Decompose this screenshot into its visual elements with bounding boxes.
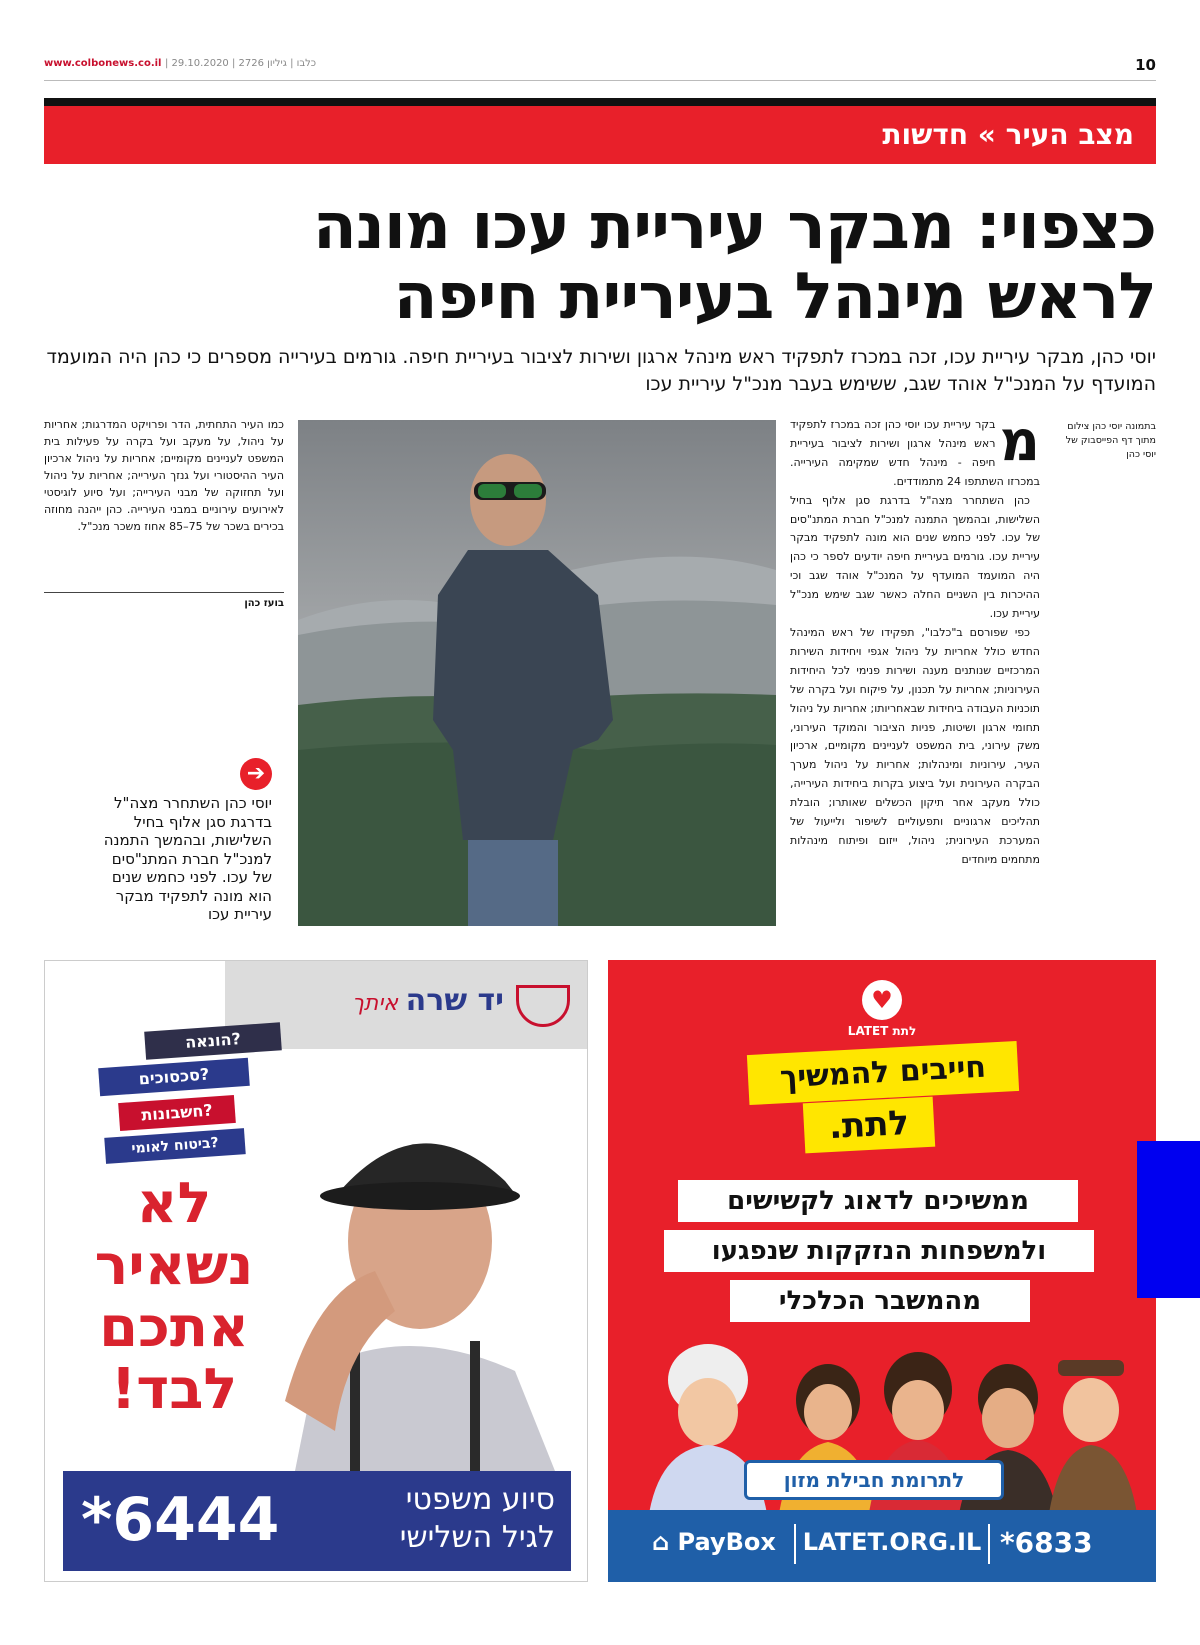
- ad-service-bar: [63, 1471, 571, 1571]
- article-paragraph-2: כהן השתחרר מצה"ל בדרגת סגן אלוף בחיל השלישות, ובהמשך התמנה למנכ"ל חברת המתנ"סים של עכו. לפני כחמש שנים הוא מונה לתפקיד מבקר עיריית עכו. גורמים בעיריית חיפה יודעים לספר כי כהן היה המועמד המועדף על המנכ"ל אוהד שגב וכי ההיכרות בין השניים החלה כאשר שגב שימש מנכ"ל עיריית עכו.: [790, 493, 1040, 621]
- byline-divider: [44, 592, 284, 593]
- ad-phone-number[interactable]: *6444: [81, 1485, 280, 1555]
- article-subhead: יוסי כהן, מבקר עיריית עכו, זכה במכרז לתפקיד ראש מינהל ארגון ושירות לציבור בעיריית חיפה. גורמים בעירייה מספרים כי כהן היה המועמד המועדף על המנכ"ל אוהד שגב, ששימש בעבר מנכ"ל עיריית עכו: [46, 346, 1156, 395]
- latet-logo-text: LATET לתת: [847, 1024, 917, 1038]
- article-paragraph-1: בקר עיריית עכו יוסי כהן זכה במכרז לתפקיד ראש מינהל ארגון ושירות לציבור בעיריית חיפה - מינהל חדש שמקימה העירייה. במכרזו השתתפו 24 מתמודדים.: [790, 418, 1040, 488]
- side-caption: יוסי כהן השתחרר מצה"ל בדרגת סגן אלוף בחיל השלישות, ובהמשך התמנה למנכ"ל חברת המתנ"סים של עכו. לפני כחמש שנים הוא מונה לתפקיד מבקר עיריית עכו: [103, 794, 272, 923]
- latet-website[interactable]: LATET.ORG.IL: [802, 1528, 982, 1556]
- tag-bills: חשבונות?: [118, 1095, 236, 1131]
- ad-slogan-2: לתת.: [803, 1097, 935, 1154]
- tag-fraud: הונאה?: [144, 1022, 282, 1059]
- issue-info: | כלבו | גיליון 2726 | 29.10.2020: [164, 58, 317, 69]
- photo-credit-caption: בתמונה יוסי כהן צילום מתוך דף הפייסבוק של יוסי כהן: [1065, 421, 1156, 460]
- message-line-2: ולמשפחות הנזקקות שנפגעו: [664, 1230, 1094, 1272]
- slogan-line-2: נשאיר: [94, 1233, 254, 1298]
- site-url[interactable]: www.colbonews.co.il: [44, 58, 162, 69]
- header-divider: [44, 80, 1156, 81]
- brand-name: יד שרה: [405, 983, 504, 1018]
- headline-line-1: כצפוי: מבקר עיריית עכו מונה: [312, 190, 1156, 264]
- author-byline: בועז כהן: [244, 598, 284, 609]
- service-line-1: סיוע משפטי: [405, 1482, 555, 1517]
- ad-contact-bar: [608, 1510, 1156, 1582]
- bar-divider-2: [988, 1524, 990, 1564]
- article-photo: [298, 420, 776, 926]
- article-paragraph-3: כפי שפורסם ב"כלבו", תפקידו של ראש המינהל החדש כולל אחריות על ניהול אגפי ויחידות השירות המרכזיים שנותנים מענה ושירות פנימי לכל היחידות העירוניות; אחריות על תכנון, על פיקוח ועל בקרה של תוכניות העבודה ביחידות שבאחריותו; אחריות על ניהול תחומי ארגון ושיטות, פניות הציבור והמוקד העירוני, משק עירוני, בית המשפט לעניינים מקומיים, ארכיון העיר, עירוניות ומינהלות; אחריות על ניהול מערך הבקרה העירונית ועל ביצוע בקרות ביחידות העירייה, כולל מעקב אחר תיקון הכשלים שאותרו; הובלת תהליכים ארגוניים ותפעוליים לשיפור ולייעול של המערכת העירונית; ניהול, ייזום ופיתוח מינהלות מתחמים מיוחדים: [790, 625, 1040, 866]
- section-bar: [44, 106, 1156, 164]
- slogan-line-1: לא: [136, 1171, 212, 1236]
- paybox-icon: ⌂: [652, 1528, 678, 1556]
- drop-cap: מ: [999, 409, 1040, 474]
- ad-man-photo: [255, 1071, 588, 1471]
- ad-latet[interactable]: [608, 960, 1156, 1582]
- tag-social-security: ביטוח לאומי?: [104, 1128, 245, 1164]
- message-line-1: ממשיכים לדאוג לקשישים: [678, 1180, 1078, 1222]
- paybox-text: PayBox: [677, 1528, 776, 1556]
- donate-label: לתרומת חבילת מזון: [744, 1460, 1004, 1500]
- message-line-3: מהמשבר הכלכלי: [730, 1280, 1030, 1322]
- article-headline: [180, 192, 1156, 332]
- page-edge-tab: [1137, 1141, 1200, 1298]
- article-column-main: [790, 409, 1040, 870]
- arrow-right-icon[interactable]: ➔: [240, 758, 272, 790]
- latet-heart-logo-icon: ♥: [862, 980, 902, 1020]
- header-site-info: [44, 58, 316, 69]
- article-column-continued: כמו העיר התחתית, הדר ופרויקט המדרגות; אחריות על ניהול, על מעקב ועל בקרה על פעילות בית המשפט לעניינים מקומיים; אחריות על ניהול ארכיון העיר ההיסטורי ועל גנזך העירייה; אחריות על ניהול ועל תחזוקה של מבני העירייה; ועל סיוע לוגיסטי לאירועים עירוניים במבני העירייה. כהן ייהנה מחוזה בכירים בשכר של 75–85 אחוז משכר מנכ"ל.: [44, 418, 284, 533]
- ad-slogan: [59, 1173, 289, 1421]
- paybox-label[interactable]: [652, 1528, 776, 1556]
- section-bar-top-stripe: [44, 98, 1156, 106]
- section-label: מצב העיר » חדשות: [882, 118, 1134, 151]
- slogan-line-4: לבד!: [110, 1357, 238, 1422]
- tag-disputes: סכסוכים?: [98, 1058, 250, 1096]
- ad-yad-sarah[interactable]: [44, 960, 588, 1582]
- slogan-line-3: אתכם: [99, 1295, 249, 1360]
- bar-divider-1: [794, 1524, 796, 1564]
- headline-line-2: לראש מינהל בעיריית חיפה: [393, 260, 1156, 334]
- ad-slogan-1: חייבים להמשיך: [747, 1041, 1019, 1105]
- service-line-2: לגיל השלישי: [399, 1520, 555, 1555]
- yad-sarah-logo-icon: [516, 985, 570, 1027]
- latet-phone[interactable]: *6833: [1000, 1526, 1093, 1559]
- brand-tagline: איתך: [352, 991, 398, 1016]
- photo-illustration: [298, 420, 776, 926]
- page-number: 10: [1135, 56, 1156, 74]
- service-text: [400, 1481, 555, 1557]
